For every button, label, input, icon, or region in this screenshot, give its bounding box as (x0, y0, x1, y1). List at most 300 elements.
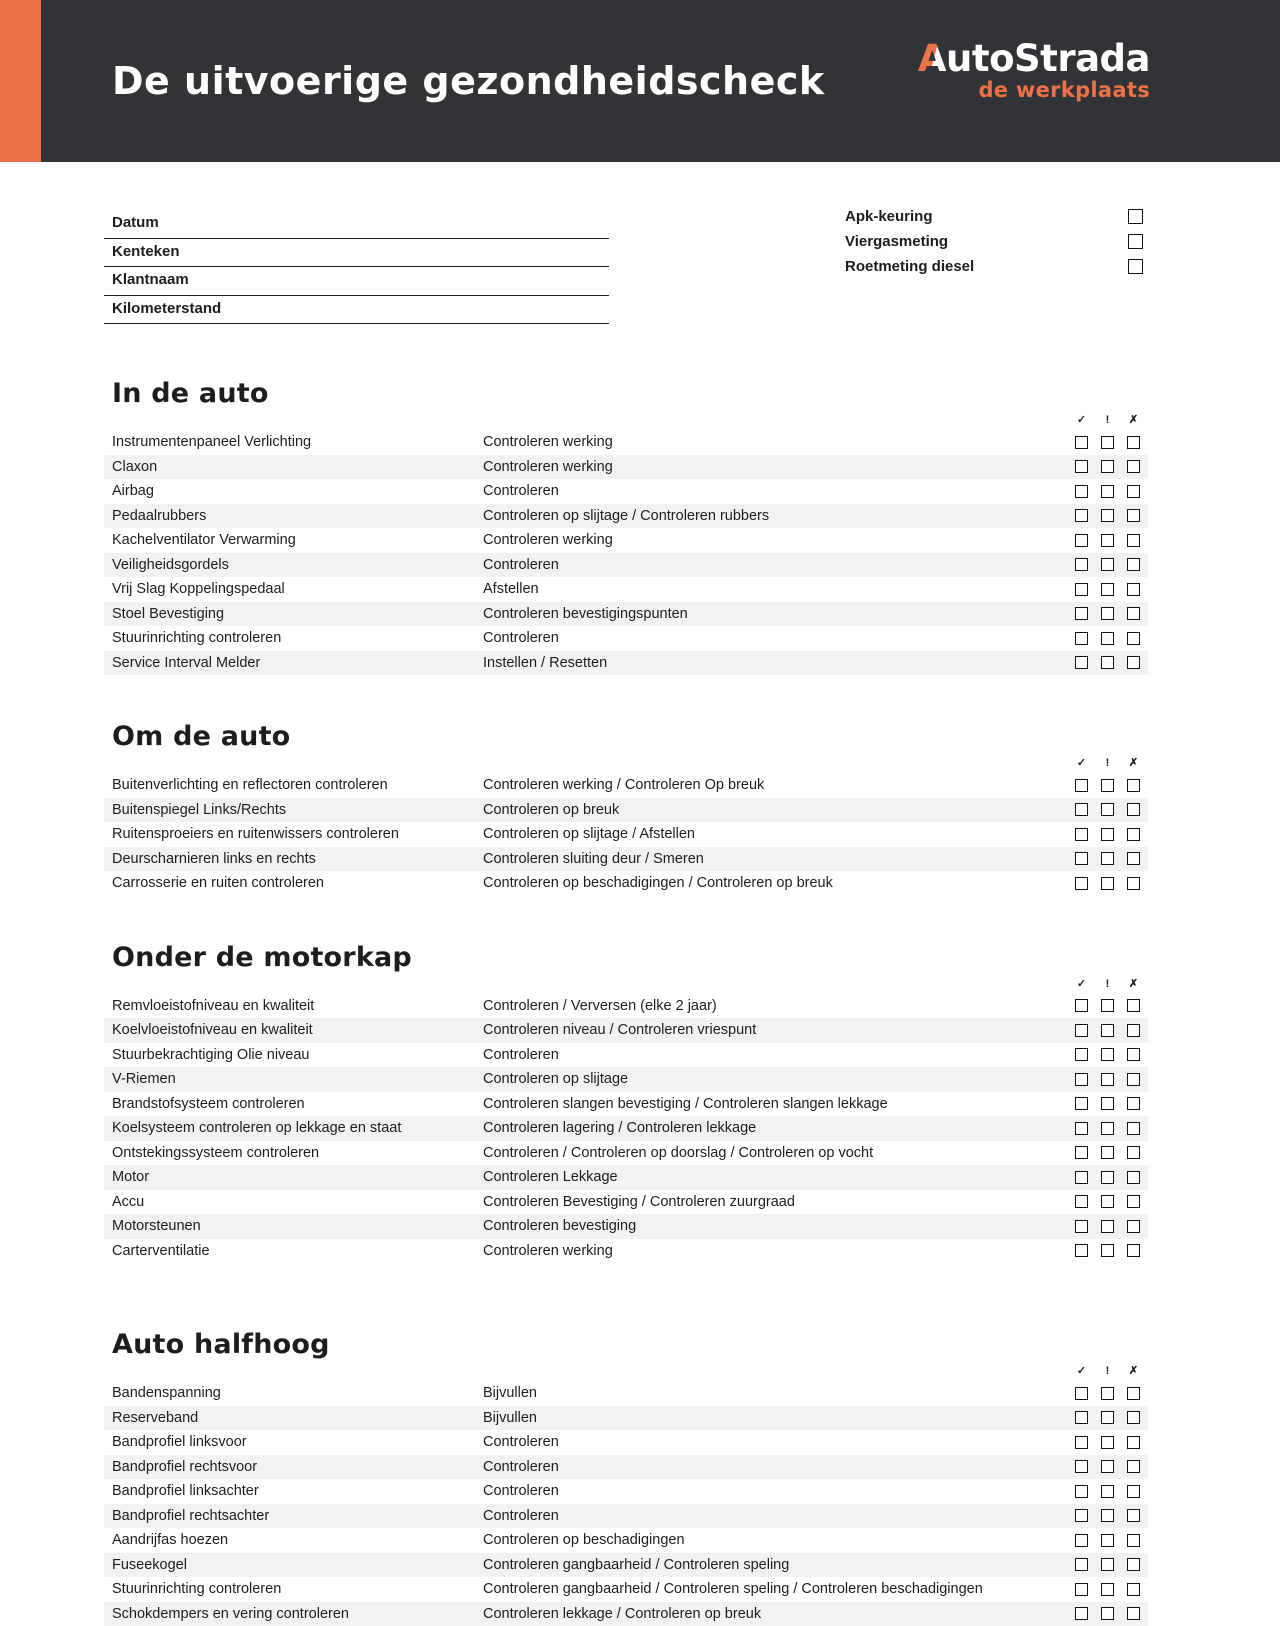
checkbox-warn[interactable] (1101, 1411, 1114, 1424)
checkbox-warn[interactable] (1101, 1387, 1114, 1400)
checkbox-warn[interactable] (1101, 1048, 1114, 1061)
checklist-section (104, 1329, 1148, 1626)
checkbox-ok[interactable] (1075, 852, 1088, 865)
option-apk-keuring-label: Apk-keuring (845, 208, 933, 225)
row-checkboxes (1075, 485, 1140, 498)
checkbox-fail[interactable] (1127, 1558, 1140, 1571)
column-icons (104, 978, 1148, 991)
klantnaam-label: Klantnaam (112, 267, 189, 293)
row-action-label: Controleren werking (483, 532, 1075, 548)
checkbox-fail[interactable] (1127, 1073, 1140, 1086)
row-item-label: Aandrijfas hoezen (112, 1532, 483, 1548)
row-item-label: Carrosserie en ruiten controleren (112, 875, 483, 891)
row-checkboxes (1075, 1244, 1140, 1257)
section-rows (104, 430, 1148, 675)
row-item-label: Instrumentenpaneel Verlichting (112, 434, 483, 450)
row-action-label: Afstellen (483, 581, 1075, 597)
row-item-label: Schokdempers en vering controleren (112, 1606, 483, 1622)
row-action-label: Bijvullen (483, 1410, 1075, 1426)
page-content (104, 210, 1148, 1626)
row-checkboxes (1075, 534, 1140, 547)
table-row (104, 1092, 1148, 1117)
table-row (104, 1406, 1148, 1431)
table-row (104, 822, 1148, 847)
checkbox-fail[interactable] (1127, 1460, 1140, 1473)
exclamation-icon: ! (1101, 414, 1114, 427)
row-checkboxes (1075, 1485, 1140, 1498)
checkbox-fail[interactable] (1127, 1534, 1140, 1547)
checkbox-ok[interactable] (1075, 779, 1088, 792)
table-row (104, 1577, 1148, 1602)
table-row (104, 1528, 1148, 1553)
table-row (104, 1381, 1148, 1406)
row-item-label: Ontstekingssysteem controleren (112, 1145, 483, 1161)
row-checkboxes (1075, 828, 1140, 841)
row-action-label: Controleren (483, 1459, 1075, 1475)
checkbox-fail[interactable] (1127, 485, 1140, 498)
kenteken-label: Kenteken (112, 239, 180, 265)
checkbox-fail[interactable] (1127, 1024, 1140, 1037)
check-icon: ✓ (1075, 757, 1088, 770)
row-item-label: Bandprofiel rechtsachter (112, 1508, 483, 1524)
checkbox-ok[interactable] (1075, 460, 1088, 473)
brand-logo-main (918, 40, 1150, 77)
checkbox-fail[interactable] (1127, 828, 1140, 841)
datum-field[interactable] (104, 210, 609, 239)
row-action-label: Controleren werking (483, 459, 1075, 475)
row-action-label: Controleren / Verversen (elke 2 jaar) (483, 998, 1075, 1014)
row-item-label: V-Riemen (112, 1071, 483, 1087)
table-row (104, 528, 1148, 553)
table-row (104, 626, 1148, 651)
row-item-label: Bandprofiel rechtsvoor (112, 1459, 483, 1475)
row-item-label: Buitenspiegel Links/Rechts (112, 802, 483, 818)
row-action-label: Controleren op beschadigingen / Controleren op breuk (483, 875, 1075, 891)
cross-icon: ✗ (1127, 1365, 1140, 1378)
checkbox-fail[interactable] (1127, 999, 1140, 1012)
row-checkboxes (1075, 1171, 1140, 1184)
row-checkboxes (1075, 583, 1140, 596)
row-action-label: Controleren (483, 1508, 1075, 1524)
row-checkboxes (1075, 558, 1140, 571)
klantnaam-field[interactable] (104, 267, 609, 296)
option-viergasmeting-label: Viergasmeting (845, 233, 948, 250)
table-row (104, 1214, 1148, 1239)
checkbox-warn[interactable] (1101, 1244, 1114, 1257)
form-area (104, 210, 1148, 332)
checkbox-fail[interactable] (1127, 852, 1140, 865)
checkbox-ok[interactable] (1075, 1509, 1088, 1522)
checkbox-ok[interactable] (1075, 1387, 1088, 1400)
table-row (104, 1602, 1148, 1626)
row-action-label: Controleren (483, 483, 1075, 499)
checkbox-fail[interactable] (1127, 1220, 1140, 1233)
inspection-options (845, 208, 1143, 283)
option-viergasmeting (845, 233, 1143, 249)
row-checkboxes (1075, 1220, 1140, 1233)
checkbox-ok[interactable] (1075, 1485, 1088, 1498)
row-action-label: Controleren (483, 1047, 1075, 1063)
row-action-label: Controleren slangen bevestiging / Controleren slangen lekkage (483, 1096, 1075, 1112)
checkbox-fail[interactable] (1127, 632, 1140, 645)
checkbox-warn[interactable] (1101, 779, 1114, 792)
sections (104, 378, 1148, 1626)
row-item-label: Bandenspanning (112, 1385, 483, 1401)
row-item-label: Motorsteunen (112, 1218, 483, 1234)
row-action-label: Controleren op beschadigingen (483, 1532, 1075, 1548)
table-row (104, 1043, 1148, 1068)
row-item-label: Reserveband (112, 1410, 483, 1426)
table-row (104, 479, 1148, 504)
table-row (104, 1141, 1148, 1166)
checkbox-ok[interactable] (1075, 534, 1088, 547)
checkbox-ok[interactable] (1075, 656, 1088, 669)
row-checkboxes (1075, 1073, 1140, 1086)
row-action-label: Controleren (483, 630, 1075, 646)
checkbox-ok[interactable] (1075, 632, 1088, 645)
checkbox-warn[interactable] (1101, 1146, 1114, 1159)
checkbox-warn[interactable] (1101, 1073, 1114, 1086)
table-row (104, 1553, 1148, 1578)
row-item-label: Bandprofiel linksachter (112, 1483, 483, 1499)
checkbox-warn[interactable] (1101, 558, 1114, 571)
checkbox-warn[interactable] (1101, 460, 1114, 473)
table-row (104, 1067, 1148, 1092)
brand-logo (918, 40, 1150, 101)
table-row (104, 1430, 1148, 1455)
checkbox-ok[interactable] (1075, 1583, 1088, 1596)
checkbox-warn[interactable] (1101, 803, 1114, 816)
checkbox-fail[interactable] (1127, 1146, 1140, 1159)
row-checkboxes (1075, 1048, 1140, 1061)
checkbox-fail[interactable] (1127, 509, 1140, 522)
option-roetmeting-diesel-label: Roetmeting diesel (845, 258, 974, 275)
checkbox-ok[interactable] (1075, 1146, 1088, 1159)
checkbox-ok[interactable] (1075, 1607, 1088, 1620)
checkbox-warn[interactable] (1101, 1583, 1114, 1596)
table-row (104, 504, 1148, 529)
checkbox-ok[interactable] (1075, 1558, 1088, 1571)
row-action-label: Controleren op slijtage (483, 1071, 1075, 1087)
row-action-label: Controleren bevestiging (483, 1218, 1075, 1234)
row-checkboxes (1075, 436, 1140, 449)
row-checkboxes (1075, 1024, 1140, 1037)
row-action-label: Controleren werking (483, 434, 1075, 450)
option-roetmeting-diesel (845, 258, 1143, 274)
brand-logo-a: A (918, 37, 946, 80)
row-action-label: Controleren werking / Controleren Op breuk (483, 777, 1075, 793)
checkbox-fail[interactable] (1127, 1122, 1140, 1135)
row-checkboxes (1075, 1460, 1140, 1473)
table-row (104, 1479, 1148, 1504)
checkbox-warn[interactable] (1101, 1460, 1114, 1473)
row-item-label: Koelvloeistofniveau en kwaliteit (112, 1022, 483, 1038)
check-icon: ✓ (1075, 414, 1088, 427)
option-roetmeting-diesel-checkbox[interactable] (1128, 259, 1143, 274)
row-checkboxes (1075, 1097, 1140, 1110)
checkbox-warn[interactable] (1101, 1171, 1114, 1184)
checkbox-warn[interactable] (1101, 509, 1114, 522)
row-item-label: Carterventilatie (112, 1243, 483, 1259)
row-action-label: Instellen / Resetten (483, 655, 1075, 671)
option-viergasmeting-checkbox[interactable] (1128, 234, 1143, 249)
page-title: De uitvoerige gezondheidscheck (112, 59, 825, 103)
row-checkboxes (1075, 460, 1140, 473)
row-checkboxes (1075, 779, 1140, 792)
brand-logo-rest: utoStrada (946, 37, 1150, 80)
checkbox-fail[interactable] (1127, 803, 1140, 816)
row-checkboxes (1075, 1558, 1140, 1571)
row-action-label: Controleren sluiting deur / Smeren (483, 851, 1075, 867)
checkbox-fail[interactable] (1127, 1195, 1140, 1208)
accent-stripe (0, 0, 41, 162)
row-checkboxes (1075, 1411, 1140, 1424)
row-action-label: Controleren niveau / Controleren vriespunt (483, 1022, 1075, 1038)
checkbox-ok[interactable] (1075, 436, 1088, 449)
table-row (104, 455, 1148, 480)
checkbox-fail[interactable] (1127, 460, 1140, 473)
checkbox-warn[interactable] (1101, 485, 1114, 498)
table-row (104, 1504, 1148, 1529)
checkbox-warn[interactable] (1101, 1195, 1114, 1208)
checkbox-warn[interactable] (1101, 1122, 1114, 1135)
checkbox-ok[interactable] (1075, 1244, 1088, 1257)
check-icon: ✓ (1075, 1365, 1088, 1378)
checkbox-warn[interactable] (1101, 1220, 1114, 1233)
row-item-label: Ruitensproeiers en ruitenwissers controleren (112, 826, 483, 842)
row-item-label: Accu (112, 1194, 483, 1210)
row-action-label: Controleren (483, 557, 1075, 573)
row-item-label: Stuurinrichting controleren (112, 630, 483, 646)
checkbox-ok[interactable] (1075, 1220, 1088, 1233)
checkbox-ok[interactable] (1075, 1122, 1088, 1135)
checkbox-warn[interactable] (1101, 1485, 1114, 1498)
exclamation-icon: ! (1101, 757, 1114, 770)
row-item-label: Stoel Bevestiging (112, 606, 483, 622)
row-checkboxes (1075, 1146, 1140, 1159)
checkbox-warn[interactable] (1101, 1534, 1114, 1547)
row-action-label: Controleren Lekkage (483, 1169, 1075, 1185)
row-item-label: Buitenverlichting en reflectoren controleren (112, 777, 483, 793)
section-rows (104, 773, 1148, 896)
checkbox-fail[interactable] (1127, 1509, 1140, 1522)
checkbox-warn[interactable] (1101, 607, 1114, 620)
table-row (104, 1116, 1148, 1141)
row-checkboxes (1075, 1387, 1140, 1400)
row-checkboxes (1075, 1195, 1140, 1208)
row-checkboxes (1075, 852, 1140, 865)
checkbox-ok[interactable] (1075, 803, 1088, 816)
row-item-label: Deurscharnieren links en rechts (112, 851, 483, 867)
checkbox-warn[interactable] (1101, 852, 1114, 865)
row-action-label: Controleren werking (483, 1243, 1075, 1259)
checkbox-ok[interactable] (1075, 1195, 1088, 1208)
row-item-label: Stuurbekrachtiging Olie niveau (112, 1047, 483, 1063)
checkbox-fail[interactable] (1127, 558, 1140, 571)
cross-icon: ✗ (1127, 414, 1140, 427)
checkbox-ok[interactable] (1075, 1073, 1088, 1086)
row-action-label: Controleren lekkage / Controleren op breuk (483, 1606, 1075, 1622)
checkbox-fail[interactable] (1127, 1411, 1140, 1424)
row-action-label: Controleren bevestigingspunten (483, 606, 1075, 622)
checkbox-fail[interactable] (1127, 877, 1140, 890)
kenteken-field[interactable] (104, 239, 609, 268)
checkbox-warn[interactable] (1101, 999, 1114, 1012)
table-row (104, 602, 1148, 627)
checkbox-fail[interactable] (1127, 1436, 1140, 1449)
checkbox-fail[interactable] (1127, 1485, 1140, 1498)
table-row (104, 798, 1148, 823)
row-checkboxes (1075, 877, 1140, 890)
checkbox-ok[interactable] (1075, 1171, 1088, 1184)
checkbox-fail[interactable] (1127, 583, 1140, 596)
row-item-label: Vrij Slag Koppelingspedaal (112, 581, 483, 597)
table-row (104, 847, 1148, 872)
row-action-label: Controleren (483, 1483, 1075, 1499)
checkbox-warn[interactable] (1101, 1509, 1114, 1522)
checkbox-warn[interactable] (1101, 656, 1114, 669)
checkbox-ok[interactable] (1075, 558, 1088, 571)
checkbox-warn[interactable] (1101, 632, 1114, 645)
section-title: In de auto (112, 378, 1148, 409)
row-action-label: Controleren (483, 1434, 1075, 1450)
checkbox-ok[interactable] (1075, 999, 1088, 1012)
checklist-section (104, 942, 1148, 1264)
section-rows (104, 1381, 1148, 1626)
column-icons (104, 757, 1148, 770)
checkbox-ok[interactable] (1075, 877, 1088, 890)
checkbox-ok[interactable] (1075, 1024, 1088, 1037)
row-action-label: Controleren op slijtage / Controleren rubbers (483, 508, 1075, 524)
row-checkboxes (1075, 632, 1140, 645)
row-item-label: Fuseekogel (112, 1557, 483, 1573)
checkbox-ok[interactable] (1075, 828, 1088, 841)
row-checkboxes (1075, 1122, 1140, 1135)
section-title: Auto halfhoog (112, 1329, 1148, 1360)
row-action-label: Controleren op breuk (483, 802, 1075, 818)
cross-icon: ✗ (1127, 978, 1140, 991)
checkbox-fail[interactable] (1127, 534, 1140, 547)
row-checkboxes (1075, 1509, 1140, 1522)
table-row (104, 1190, 1148, 1215)
option-apk-keuring (845, 208, 1143, 224)
table-row (104, 651, 1148, 676)
checkbox-fail[interactable] (1127, 656, 1140, 669)
checkbox-ok[interactable] (1075, 509, 1088, 522)
row-item-label: Airbag (112, 483, 483, 499)
checkbox-fail[interactable] (1127, 1387, 1140, 1400)
checkbox-warn[interactable] (1101, 583, 1114, 596)
checkbox-fail[interactable] (1127, 1048, 1140, 1061)
table-row (104, 1455, 1148, 1480)
checkbox-ok[interactable] (1075, 1411, 1088, 1424)
checkbox-warn[interactable] (1101, 828, 1114, 841)
row-checkboxes (1075, 1607, 1140, 1620)
row-item-label: Veiligheidsgordels (112, 557, 483, 573)
row-item-label: Pedaalrubbers (112, 508, 483, 524)
option-apk-keuring-checkbox[interactable] (1128, 209, 1143, 224)
brand-logo-sub: de werkplaats (918, 80, 1150, 101)
row-checkboxes (1075, 607, 1140, 620)
checkbox-ok[interactable] (1075, 607, 1088, 620)
checkbox-warn[interactable] (1101, 1436, 1114, 1449)
cross-icon: ✗ (1127, 757, 1140, 770)
row-item-label: Remvloeistofniveau en kwaliteit (112, 998, 483, 1014)
row-action-label: Controleren Bevestiging / Controleren zuurgraad (483, 1194, 1075, 1210)
checkbox-ok[interactable] (1075, 583, 1088, 596)
row-checkboxes (1075, 656, 1140, 669)
table-row (104, 1165, 1148, 1190)
row-checkboxes (1075, 1436, 1140, 1449)
checkbox-fail[interactable] (1127, 1583, 1140, 1596)
table-row (104, 1018, 1148, 1043)
checkbox-ok[interactable] (1075, 1534, 1088, 1547)
row-item-label: Stuurinrichting controleren (112, 1581, 483, 1597)
row-action-label: Controleren op slijtage / Afstellen (483, 826, 1075, 842)
checkbox-fail[interactable] (1127, 1244, 1140, 1257)
row-item-label: Brandstofsysteem controleren (112, 1096, 483, 1112)
row-item-label: Motor (112, 1169, 483, 1185)
column-icons (104, 1365, 1148, 1378)
checkbox-ok[interactable] (1075, 1436, 1088, 1449)
checkbox-warn[interactable] (1101, 1097, 1114, 1110)
row-item-label: Bandprofiel linksvoor (112, 1434, 483, 1450)
table-row (104, 871, 1148, 896)
checkbox-warn[interactable] (1101, 534, 1114, 547)
table-row (104, 553, 1148, 578)
form-fields (104, 210, 609, 324)
checkbox-fail[interactable] (1127, 607, 1140, 620)
section-title: Onder de motorkap (112, 942, 1148, 973)
checkbox-warn[interactable] (1101, 877, 1114, 890)
row-action-label: Controleren gangbaarheid / Controleren speling (483, 1557, 1075, 1573)
checkbox-ok[interactable] (1075, 1097, 1088, 1110)
column-icons (104, 414, 1148, 427)
table-row (104, 1239, 1148, 1264)
row-item-label: Claxon (112, 459, 483, 475)
row-action-label: Bijvullen (483, 1385, 1075, 1401)
kilometerstand-field[interactable] (104, 296, 609, 325)
checkbox-fail[interactable] (1127, 1097, 1140, 1110)
row-checkboxes (1075, 1583, 1140, 1596)
exclamation-icon: ! (1101, 978, 1114, 991)
checkbox-warn[interactable] (1101, 1024, 1114, 1037)
table-row (104, 577, 1148, 602)
checkbox-warn[interactable] (1101, 436, 1114, 449)
checkbox-warn[interactable] (1101, 1558, 1114, 1571)
checkbox-fail[interactable] (1127, 436, 1140, 449)
checkbox-ok[interactable] (1075, 485, 1088, 498)
checkbox-ok[interactable] (1075, 1460, 1088, 1473)
table-row (104, 994, 1148, 1019)
check-icon: ✓ (1075, 978, 1088, 991)
row-action-label: Controleren / Controleren op doorslag / Controleren op vocht (483, 1145, 1075, 1161)
checkbox-fail[interactable] (1127, 1607, 1140, 1620)
section-title: Om de auto (112, 721, 1148, 752)
checkbox-warn[interactable] (1101, 1607, 1114, 1620)
kilometerstand-label: Kilometerstand (112, 296, 221, 322)
checkbox-ok[interactable] (1075, 1048, 1088, 1061)
section-rows (104, 994, 1148, 1264)
checkbox-fail[interactable] (1127, 1171, 1140, 1184)
exclamation-icon: ! (1101, 1365, 1114, 1378)
table-row (104, 773, 1148, 798)
row-checkboxes (1075, 999, 1140, 1012)
row-item-label: Koelsysteem controleren op lekkage en staat (112, 1120, 483, 1136)
checklist-section (104, 378, 1148, 675)
checkbox-fail[interactable] (1127, 779, 1140, 792)
checklist-section (104, 721, 1148, 896)
